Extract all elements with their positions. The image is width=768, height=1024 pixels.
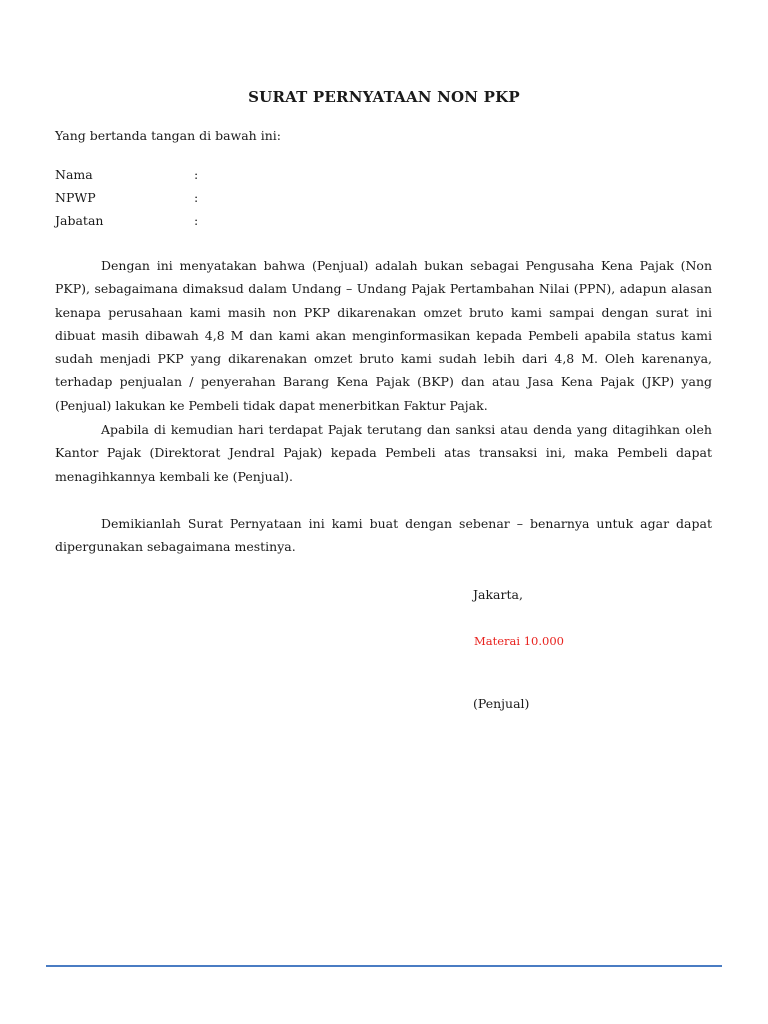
footer-rule (46, 965, 722, 967)
statement-paragraph-1 (55, 254, 712, 417)
signature-city: Jakarta, (473, 587, 523, 602)
field-separator: : (194, 190, 199, 205)
paragraph-text: Apabila di kemudian hari terdapat Pajak terutang dan sanksi atau denda yang ditagihkan oleh Kantor Pajak (Direktorat Jendral Pajak) kepada Pembeli atas transaksi ini, maka Pembeli dapat menagihkannya kembali ke (Penjual). (55, 422, 712, 484)
paragraph-text: Dengan ini menyatakan bahwa (Penjual) adalah bukan sebagai Pengusaha Kena Pajak (Non PKP), sebagaimana dimaksud dalam Undang – Undang Pajak Pertambahan Nilai (PPN), adapun alasan kenapa perusahaan kami masih non PKP dikarenakan omzet bruto kami sampai dengan surat ini dibuat masih dibawah 4,8 M dan kami akan menginformasikan kepada Pembeli apabila status kami sudah menjadi PKP yang dikarenakan omzet bruto kami sudah lebih dari 4,8 M. Oleh karenanya, terhadap penjualan / penyerahan Barang Kena Pajak (BKP) dan atau Jasa Kena Pajak (JKP) yang (Penjual) lakukan ke Pembeli tidak dapat menerbitkan Faktur Pajak. (55, 258, 712, 413)
stamp-placeholder: Materai 10.000 (474, 634, 564, 648)
field-label-npwp: NPWP (55, 190, 96, 205)
document-title: SURAT PERNYATAAN NON PKP (248, 88, 520, 106)
field-label-jabatan: Jabatan (55, 213, 104, 228)
paragraph-text: Demikianlah Surat Pernyataan ini kami buat dengan sebenar – benarnya untuk agar dapat dipergunakan sebagaimana mestinya. (55, 516, 712, 555)
field-separator: : (194, 213, 199, 228)
closing-paragraph (55, 512, 712, 559)
intro-text: Yang bertanda tangan di bawah ini: (55, 128, 281, 143)
field-label-nama: Nama (55, 167, 93, 182)
signatory-name: (Penjual) (473, 696, 530, 711)
statement-paragraph-2 (55, 418, 712, 488)
field-separator: : (194, 167, 199, 182)
